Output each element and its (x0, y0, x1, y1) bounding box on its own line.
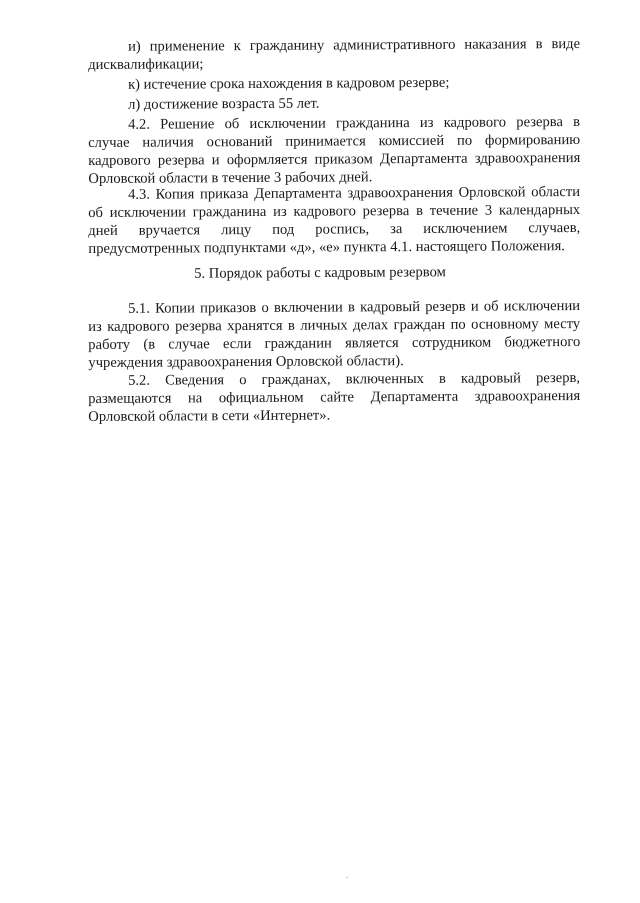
text-line: дисквалификации; (88, 56, 204, 73)
text-line: предусмотренных подпунктами «д», «е» пункта 4.1. настоящего Положения. (88, 238, 565, 257)
text-line: об исключении гражданина из кадрового резерва в течение 3 календарных (88, 201, 581, 221)
paragraph-item-i (88, 35, 580, 74)
text-line: Орловской области в сети «Интернет». (88, 407, 331, 425)
text-line: к) истечение срока нахождения в кадровом резерве; (128, 74, 450, 93)
text-line: дней вручается лицу под роспись, за исключением случаев, (88, 219, 581, 239)
text-line: 5.2. Сведения о гражданах, включенных в кадровый резерв, (128, 369, 581, 389)
text-line: из кадрового резерва хранятся в личных делах граждан по основному месту (88, 315, 581, 335)
paragraph-4-3 (88, 183, 580, 258)
paragraph-4-2 (88, 113, 580, 188)
text-line: случае наличия оснований принимается комиссией по формированию (88, 131, 581, 151)
text-line: 4.3. Копия приказа Департамента здравоохранения Орловской области (128, 183, 581, 203)
text-line: кадрового резерва и оформляется приказом Департамента здравоохранения (88, 149, 581, 169)
text-line: учреждения здравоохранения Орловской области). (88, 353, 404, 371)
section-title: 5. Порядок работы с кадровым резервом (194, 264, 446, 282)
text-line: и) применение к гражданину административного наказания в виде (128, 35, 581, 55)
text-line: Орловской области в течение 3 рабочих дней. (88, 169, 373, 187)
text-line: размещаются на официальном сайте Департамента здравоохранения (88, 387, 581, 407)
text-line: л) достижение возраста 55 лет. (128, 95, 320, 113)
paragraph-5-1 (88, 297, 580, 372)
paragraph-item-l (88, 93, 580, 114)
paragraph-item-k (88, 73, 580, 94)
scan-speck (346, 877, 348, 878)
paragraph-5-2 (88, 369, 580, 426)
text-line: 5.1. Копии приказов о включении в кадровый резерв и об исключении (128, 297, 581, 317)
text-line: 4.2. Решение об исключении гражданина из кадрового резерва в (128, 113, 581, 133)
text-line: работу (в случае если гражданин является сотрудником бюджетного (88, 333, 581, 353)
